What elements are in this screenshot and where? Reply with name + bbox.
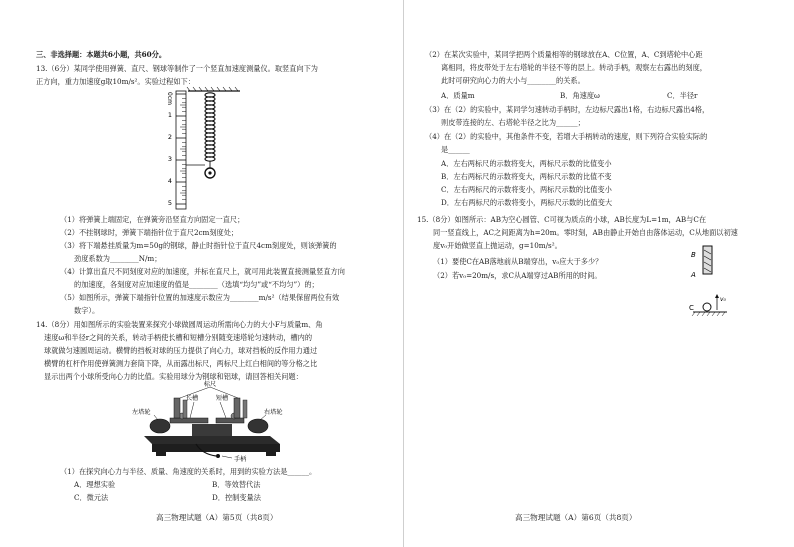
q14-sub-4-line-2: 是______ bbox=[441, 145, 470, 154]
q14-sub-2-line-2: 离相同，将皮带处于左右塔轮的半径不等的层上。转动手柄，观察左右露出的刻度， bbox=[441, 63, 707, 72]
q14-sub-3-line-1: （3）在（2）的实验中，某同学匀速转动手柄时，左边标尺露出1格，右边标尺露出4格， bbox=[425, 105, 710, 114]
q14-sub-1: （1）在探究向心力与半径、质量、角速度的关系时，用到的实验方法是______。 bbox=[60, 467, 317, 476]
label-right-wheel: 右塔轮 bbox=[264, 409, 283, 416]
ruler-tick-label: 1 bbox=[167, 111, 173, 119]
label-left-wheel: 左塔轮 bbox=[132, 409, 151, 416]
spring-coil bbox=[205, 93, 215, 161]
short-slot bbox=[216, 418, 244, 423]
center-housing bbox=[192, 424, 232, 436]
ruler-tick-label: 5 bbox=[167, 199, 173, 207]
page-footer-right: 高三物理试题（A）第6页（共8页） bbox=[515, 513, 637, 522]
q14-option-a: A．理想实验 bbox=[74, 480, 116, 489]
q13-step-5: （5）如图所示，弹簧下端指针位置的加速度示数应为________m/s²（结果保留两位有效 bbox=[60, 293, 340, 302]
q14-sub-2-option-c: C．半径r bbox=[667, 91, 698, 100]
label-changcao: 长槽 bbox=[185, 395, 199, 402]
q14-sub-4-option-c: C．左右两标尺的示数将变小，两标尺示数的比值变小 bbox=[441, 185, 612, 194]
q14-text-line-2: 速度ω和半径r之间的关系，转动手柄使长槽和短槽分别随变速塔轮匀速转动，槽内的 bbox=[44, 333, 313, 342]
q14-text-line-5: 显示出两个小球所受向心力的比值。实验用球分为钢球和铝球，请回答相关问题： bbox=[44, 372, 303, 381]
label-b: B bbox=[691, 251, 696, 259]
q14-sub-4-option-d: D．左右两标尺的示数将变小，两标尺示数的比值变大 bbox=[441, 198, 613, 207]
q15-text-line-3: 度v₀开始做竖直上抛运动，g=10m/s²。 bbox=[433, 241, 562, 250]
label-a: A bbox=[691, 271, 696, 279]
long-slot bbox=[170, 418, 208, 423]
q15-text-line-1: 15.（8分）如图所示：AB为空心圆管、C可视为质点的小球，AB长度为L=1m，AB与C在 bbox=[417, 215, 707, 224]
page-footer-left: 高三物理试题（A）第5页（共8页） bbox=[156, 513, 278, 522]
q14-apparatus-figure bbox=[130, 378, 290, 462]
q15-tube-ball-figure bbox=[687, 240, 747, 324]
q14-sub-2-line-1: （2）在某次实验中，某同学把两个质量相等的钢球放在A、C位置，A、C到塔轮中心距 bbox=[425, 50, 703, 59]
label-v0: v₀ bbox=[720, 296, 726, 303]
q13-step-2: （2）不挂钢球时，弹簧下端指针位于直尺2cm刻度处； bbox=[60, 228, 239, 237]
q13-step-1: （1）将弹簧上端固定，在弹簧旁沿竖直方向固定一直尺； bbox=[60, 215, 245, 224]
ruler-tick-label: 2 bbox=[167, 133, 173, 141]
ruler-unit-label: 0cm bbox=[166, 92, 173, 105]
ball-c bbox=[703, 303, 711, 311]
q13-step-4: （4）计算出直尺不同刻度对应的加速度，并标在直尺上，就可用此装置直接测量竖直方向 bbox=[60, 267, 345, 276]
q13-step-4-cont: 的加速度，各刻度对应加速度的值是________（选填“均匀”或“不均匀”）的； bbox=[74, 280, 319, 289]
q13-text-line-1: 13.（6分）某同学使用弹簧、直尺、钢球等制作了一个竖直加速度测量仪。取竖直向下为 bbox=[36, 64, 318, 73]
ruler-tick-label: 3 bbox=[167, 155, 173, 163]
q14-option-c: C．微元法 bbox=[74, 493, 109, 502]
q14-sub-2-line-3: 此时可研究向心力的大小与________的关系。 bbox=[441, 76, 585, 85]
q14-sub-3-line-2: 则皮带连接的左、右塔轮半径之比为______； bbox=[441, 118, 585, 127]
label-biaochi: 标尺 bbox=[203, 381, 217, 388]
q13-step-3: （3）将下端悬挂质量为m=50g的钢球，静止时指针位于直尺4cm刻度处，则该弹簧的 bbox=[60, 241, 337, 250]
q14-sub-2-option-a: A．质量m bbox=[441, 91, 475, 100]
section-heading: 三、非选择题：本题共6小题，共60分。 bbox=[36, 50, 167, 59]
right-tower-wheel bbox=[248, 419, 268, 433]
q14-text-line-3: 球就做匀速圆周运动。横臂的挡板对球的压力提供了向心力，球对挡板的反作用力通过 bbox=[44, 346, 318, 355]
q14-text-line-4: 横臂的杠杆作用使弹簧测力套筒下降，从而露出标尺，两标尺上红白相间的等分格之比 bbox=[44, 359, 318, 368]
q15-text-line-2: 同一竖直线上，AC之间距离为h=20m。零时刻，AB由静止开始自由落体运动，C从地面以初速 bbox=[433, 228, 738, 237]
handle-knob bbox=[216, 454, 220, 458]
left-scale-tube bbox=[174, 398, 180, 418]
ruler-tick-label: 4 bbox=[167, 177, 173, 185]
q14-text-line-1: 14.（8分）用如图所示的实验装置来探究小球做圆周运动所需向心力的大小F与质量m、角 bbox=[36, 320, 323, 329]
left-tower-wheel bbox=[150, 419, 170, 433]
label-duancao: 短槽 bbox=[215, 395, 229, 402]
q14-sub-4-option-b: B．左右两标尺的示数将变大，两标尺示数的比值不变 bbox=[441, 172, 612, 181]
q14-option-b: B．等效替代法 bbox=[212, 480, 261, 489]
q13-spring-ruler-figure bbox=[160, 86, 260, 212]
right-scale-tube bbox=[234, 398, 240, 418]
q13-text-line-2: 正方向，重力加速度g取10m/s²。实验过程如下： bbox=[36, 77, 195, 86]
q13-step-3-cont: 劲度系数为________N/m； bbox=[74, 254, 162, 263]
q15-sub-2: （2）若v₀=20m/s，求C从A端穿过AB所用的时间。 bbox=[433, 271, 602, 280]
label-c: C bbox=[689, 304, 694, 312]
q14-sub-2-option-b: B．角速度ω bbox=[560, 91, 600, 100]
exam-page-6 bbox=[405, 0, 794, 547]
q14-sub-4-line-1: （4）在（2）的实验中，其他条件不变，若增大手柄转动的速度，则下列符合实验实际的 bbox=[425, 132, 708, 141]
q14-sub-4-option-a: A．左右两标尺的示数将变大，两标尺示数的比值变小 bbox=[441, 159, 612, 168]
q14-option-d: D．控制变量法 bbox=[212, 493, 261, 502]
q15-sub-1: （1）要使C在AB落地前从B端穿出，v₀应大于多少？ bbox=[433, 257, 603, 266]
label-handle: 手柄 bbox=[234, 456, 247, 462]
q13-step-5-cont: 数字）。 bbox=[74, 306, 100, 315]
